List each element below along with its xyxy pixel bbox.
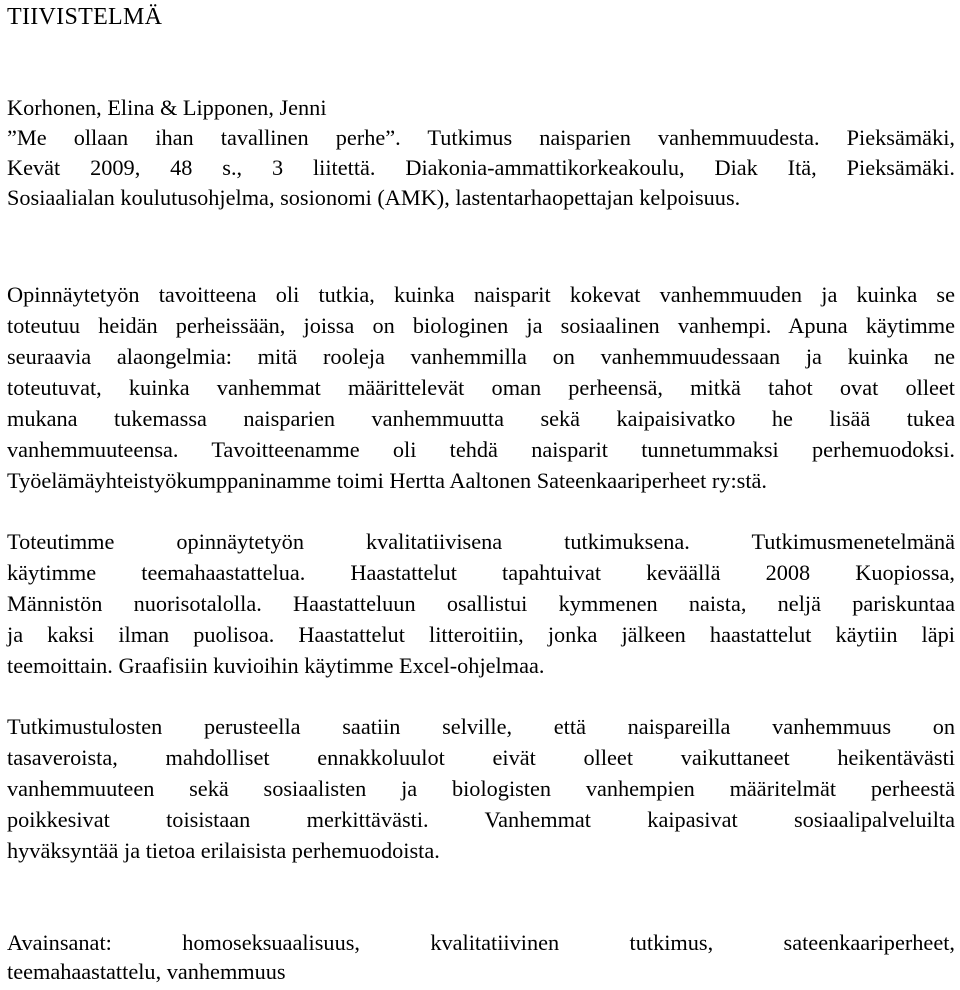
paragraph-1-line: mukana tukemassa naisparien vanhemmuutta sekä kaipaisivatko he lisää tukea	[7, 406, 955, 431]
paragraph-1-line: toteutuvat, kuinka vanhemmat määrittelevät oman perheensä, mitkä tahot ovat olleet	[7, 375, 955, 400]
paragraph-1-line: seuraavia alaongelmia: mitä rooleja vanhemmilla on vanhemmuudessaan ja kuinka ne	[7, 344, 955, 369]
paragraph-1-line: Opinnäytetyön tavoitteena oli tutkia, kuinka naisparit kokevat vanhemmuuden ja kuinka se	[7, 282, 955, 307]
paragraph-2-line: teemoittain. Graafisiin kuvioihin käytimme Excel-ohjelmaa.	[7, 653, 545, 678]
bibliographic-line-3: Sosiaalialan koulutusohjelma, sosionomi (AMK), lastentarhaopettajan kelpoisuus.	[7, 185, 741, 210]
paragraph-3-line: Tutkimustulosten perusteella saatiin selville, että naispareilla vanhemmuus on	[7, 714, 955, 739]
paragraph-2-line: Toteutimme opinnäytetyön kvalitatiivisena tutkimuksena. Tutkimusmenetelmänä	[7, 529, 955, 554]
paragraph-1-line: toteutuu heidän perheissään, joissa on biologinen ja sosiaalinen vanhempi. Apuna käytimme	[7, 313, 955, 338]
paragraph-1-line: Työelämäyhteistyökumppaninamme toimi Hertta Aaltonen Sateenkaariperheet ry:stä.	[7, 468, 768, 493]
paragraph-3-line: tasaveroista, mahdolliset ennakkoluulot eivät olleet vaikuttaneet heikentävästi	[7, 745, 955, 770]
paragraph-1-line: vanhemmuuteensa. Tavoitteenamme oli tehdä naisparit tunnetummaksi perhemuodoksi.	[7, 437, 955, 462]
authors-line: Korhonen, Elina & Lipponen, Jenni	[7, 95, 327, 120]
paragraph-3-line: poikkesivat toisistaan merkittävästi. Vanhemmat kaipasivat sosiaalipalveluilta	[7, 807, 955, 832]
paragraph-2-line: käytimme teemahaastattelua. Haastattelut tapahtuivat keväällä 2008 Kuopiossa,	[7, 560, 955, 585]
paragraph-3-line: hyväksyntää ja tietoa erilaisista perhemuodoista.	[7, 838, 440, 863]
keywords-line: teemahaastattelu, vanhemmuus	[7, 959, 286, 984]
page-title: TIIVISTELMÄ	[7, 4, 163, 30]
bibliographic-line-2: Kevät 2009, 48 s., 3 liitettä. Diakonia-ammattikorkeakoulu, Diak Itä, Pieksämäki.	[7, 155, 955, 180]
paragraph-2-line: ja kaksi ilman puolisoa. Haastattelut litteroitiin, jonka jälkeen haastattelut käytiin läpi	[7, 622, 955, 647]
bibliographic-line-1: ”Me ollaan ihan tavallinen perhe”. Tutkimus naisparien vanhemmuudesta. Pieksämäki,	[7, 125, 955, 150]
paragraph-2-line: Männistön nuorisotalolla. Haastatteluun osallistui kymmenen naista, neljä pariskuntaa	[7, 591, 955, 616]
paragraph-3-line: vanhemmuuteen sekä sosiaalisten ja biologisten vanhempien määritelmät perheestä	[7, 776, 955, 801]
keywords-line: Avainsanat: homoseksuaalisuus, kvalitatiivinen tutkimus, sateenkaariperheet,	[7, 930, 955, 955]
